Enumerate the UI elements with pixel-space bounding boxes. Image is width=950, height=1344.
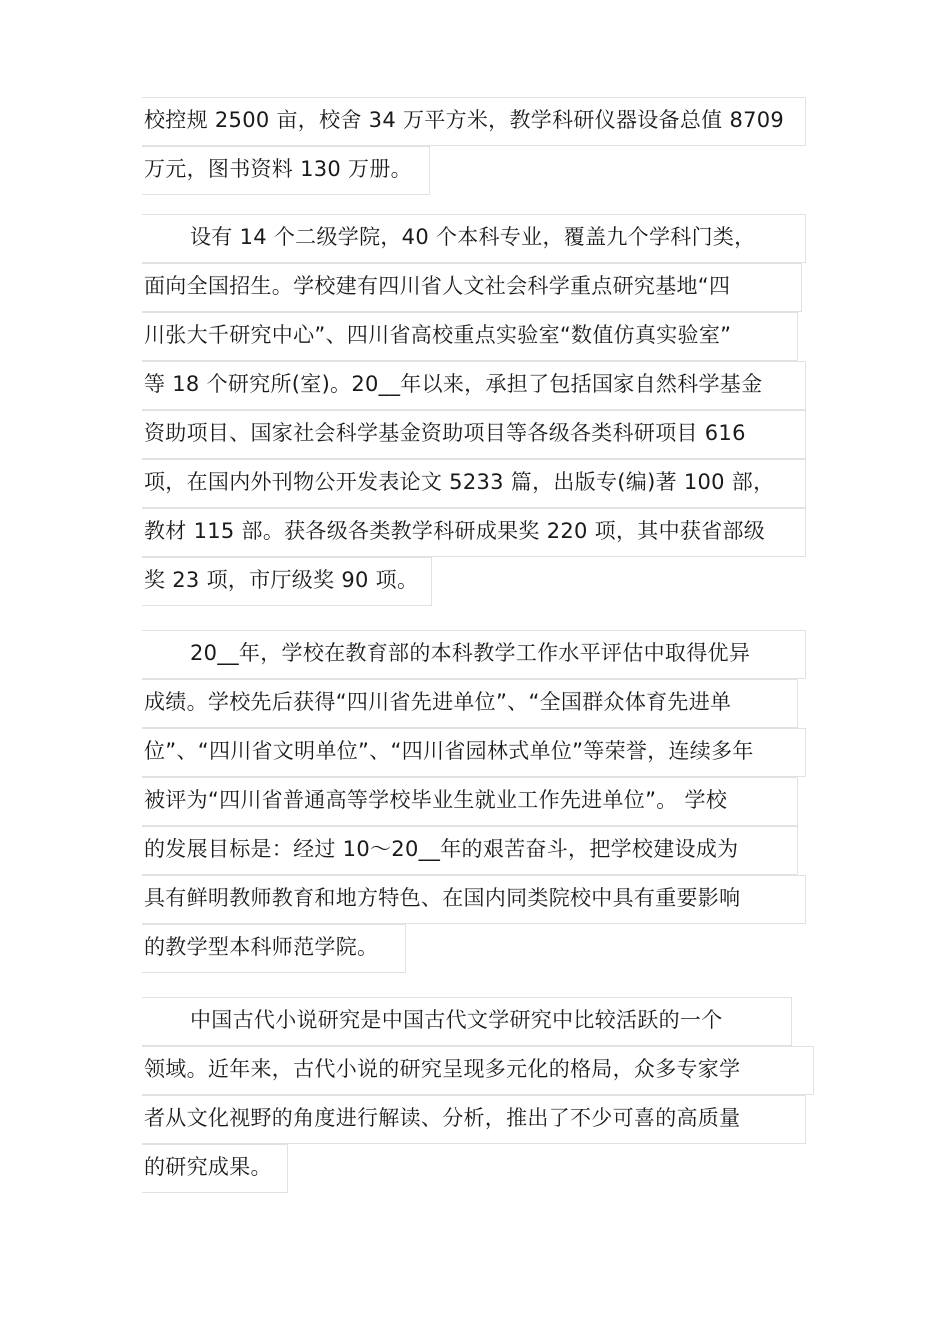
paragraph-4 bbox=[142, 997, 814, 1193]
text-line: 面向全国招生。学校建有四川省人文社会科学重点研究基地“四 bbox=[142, 263, 802, 312]
text-line: 校控规 2500 亩，校舍 34 万平方米，教学科研仪器设备总值 8709 bbox=[142, 97, 806, 146]
text-line: 被评为“四川省普通高等学校毕业生就业工作先进单位”。 学校 bbox=[142, 777, 798, 826]
text-line: 资助项目、国家社会科学基金资助项目等各级各类科研项目 616 bbox=[142, 410, 806, 459]
text-line: 设有 14 个二级学院，40 个本科专业，覆盖九个学科门类， bbox=[142, 214, 806, 263]
text-line: 20__年，学校在教育部的本科教学工作水平评估中取得优异 bbox=[142, 630, 806, 679]
text-line: 万元，图书资料 130 万册。 bbox=[142, 146, 430, 195]
text-line: 的教学型本科师范学院。 bbox=[142, 924, 406, 973]
text-line: 领域。近年来，古代小说的研究呈现多元化的格局，众多专家学 bbox=[142, 1046, 814, 1095]
paragraph-3 bbox=[142, 630, 806, 973]
text-line: 成绩。学校先后获得“四川省先进单位”、“全国群众体育先进单 bbox=[142, 679, 798, 728]
text-line: 具有鲜明教师教育和地方特色、在国内同类院校中具有重要影响 bbox=[142, 875, 806, 924]
text-line: 的研究成果。 bbox=[142, 1144, 288, 1193]
text-line: 等 18 个研究所(室)。20__年以来，承担了包括国家自然科学基金 bbox=[142, 361, 806, 410]
text-line: 项，在国内外刊物公开发表论文 5233 篇，出版专(编)著 100 部， bbox=[142, 459, 806, 508]
paragraph-2 bbox=[142, 214, 806, 606]
text-line: 奖 23 项，市厅级奖 90 项。 bbox=[142, 557, 432, 606]
text-line: 的发展目标是：经过 10～20__年的艰苦奋斗，把学校建设成为 bbox=[142, 826, 798, 875]
text-line: 位”、“四川省文明单位”、“四川省园林式单位”等荣誉，连续多年 bbox=[142, 728, 806, 777]
text-line: 中国古代小说研究是中国古代文学研究中比较活跃的一个 bbox=[142, 997, 792, 1046]
text-line: 川张大千研究中心”、四川省高校重点实验室“数值仿真实验室” bbox=[142, 312, 798, 361]
text-line: 者从文化视野的角度进行解读、分析，推出了不少可喜的高质量 bbox=[142, 1095, 806, 1144]
text-line: 教材 115 部。获各级各类教学科研成果奖 220 项，其中获省部级 bbox=[142, 508, 806, 557]
paragraph-1 bbox=[142, 97, 806, 195]
